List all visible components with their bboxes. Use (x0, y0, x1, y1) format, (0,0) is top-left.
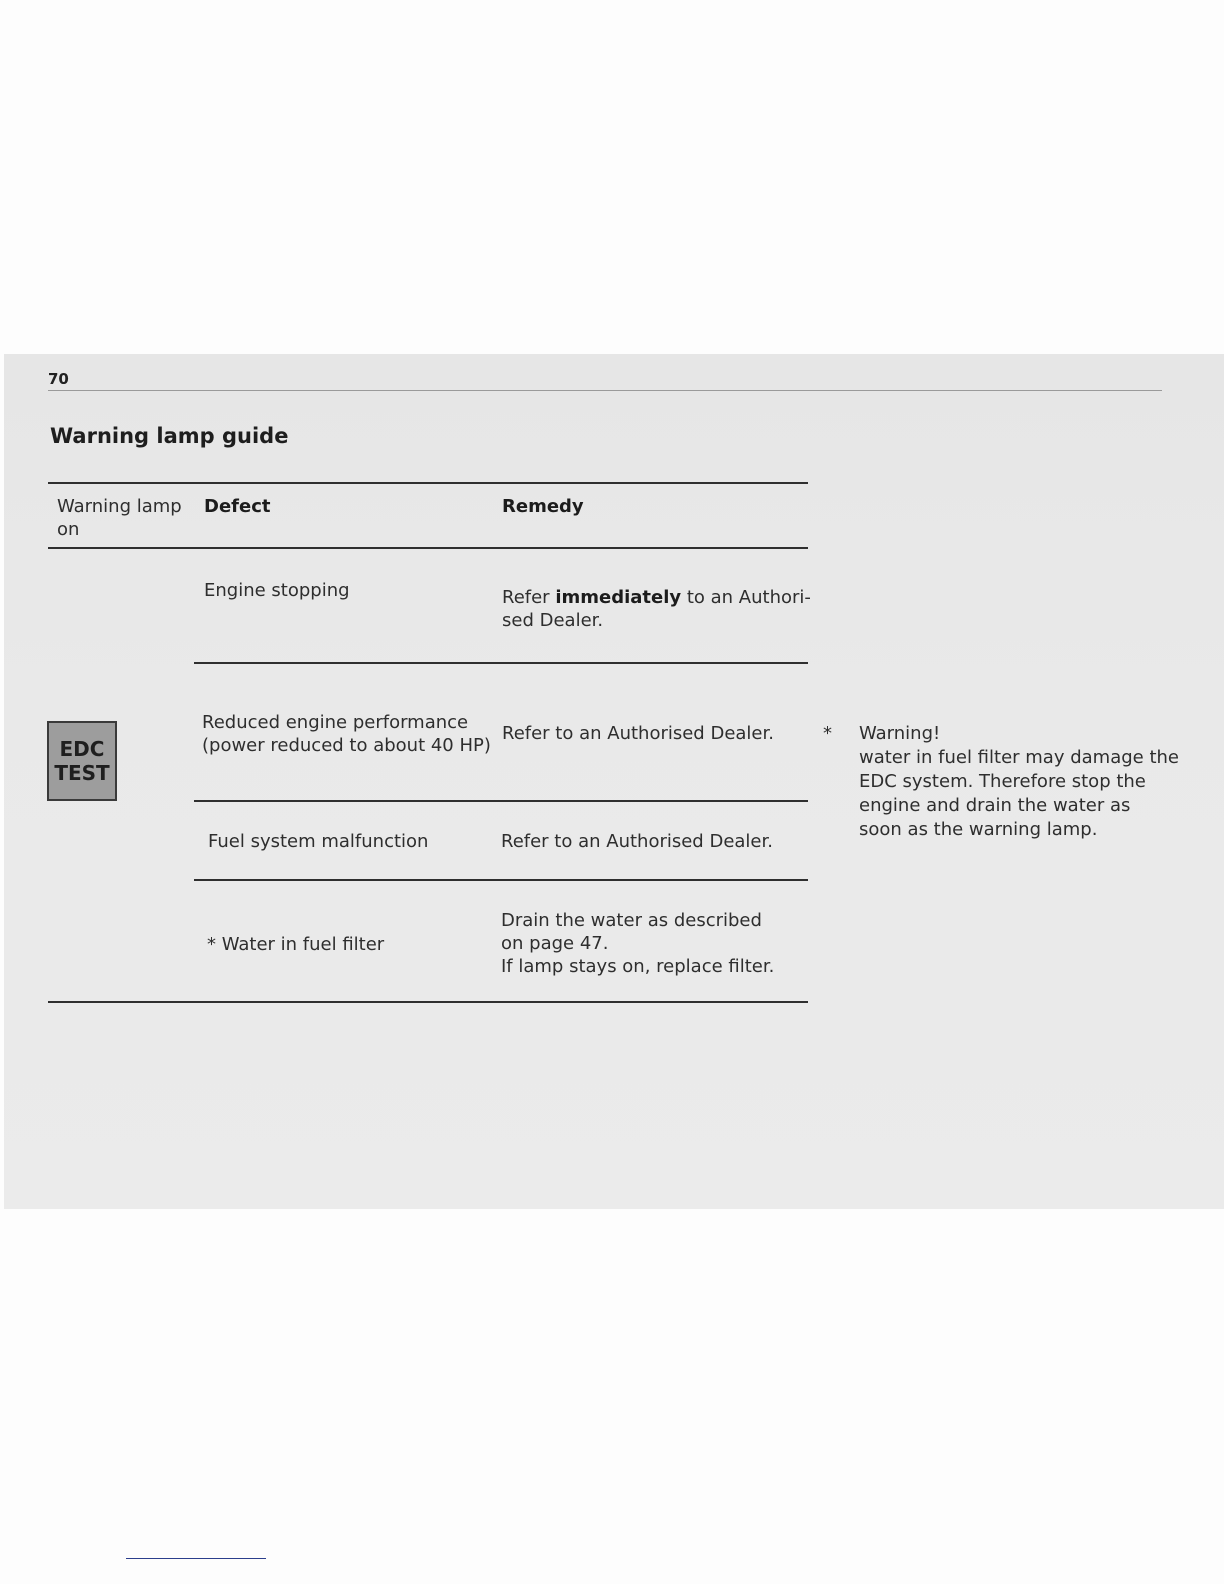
row-divider (194, 662, 808, 664)
column-header-remedy: Remedy (502, 496, 584, 517)
edc-test-lamp-icon (47, 721, 117, 801)
defect-cell: Fuel system malfunction (208, 831, 429, 852)
row-divider (194, 879, 808, 881)
remedy-cell: Refer to an Authorised Dealer. (502, 723, 774, 744)
note-marker: * (823, 723, 832, 744)
header-rule (48, 390, 1162, 391)
table-header-rule (48, 547, 808, 549)
footer-rule (126, 1558, 266, 1559)
table-bottom-rule (48, 1001, 808, 1003)
remedy-cell: Refer to an Authorised Dealer. (501, 831, 773, 852)
remedy-cell: Refer immediately to an Authori- sed Dealer. (502, 587, 811, 631)
lamp-label-line1: EDC (59, 737, 105, 761)
page-number: 70 (48, 370, 69, 388)
remedy-cell: Drain the water as described on page 47. If lamp stays on, replace filter. (501, 910, 775, 977)
row-divider (194, 800, 808, 802)
column-header-warning-lamp: Warning lamp on (57, 496, 182, 540)
defect-cell: Reduced engine performance (power reduced to about 40 HP) (202, 712, 491, 756)
column-header-defect: Defect (204, 496, 271, 517)
lamp-label-line2: TEST (54, 761, 110, 785)
table-top-rule (48, 482, 808, 484)
emphasis-text: immediately (555, 587, 682, 608)
page-title: Warning lamp guide (50, 424, 289, 448)
warning-note-heading: Warning! (859, 723, 941, 744)
defect-cell: * Water in fuel filter (207, 934, 385, 955)
defect-cell: Engine stopping (204, 580, 350, 601)
warning-note: Warning! water in fuel filter may damage the EDC system. Therefore stop the engine and drain the water as soon as the warning lamp. (859, 723, 1179, 840)
